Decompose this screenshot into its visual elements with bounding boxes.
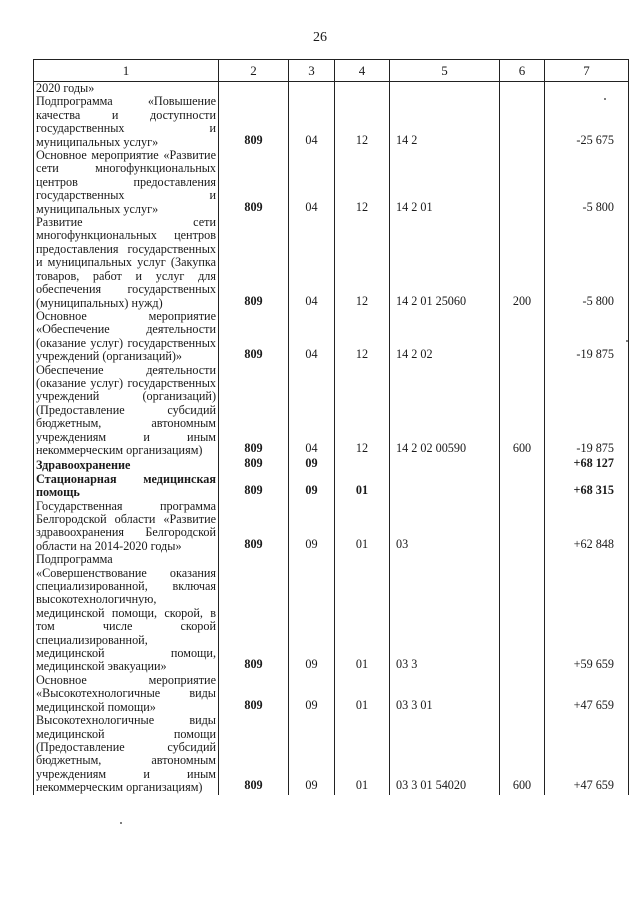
table-row [34, 364, 629, 458]
column-header: 5 [390, 60, 500, 82]
row-cell-c7: +47 659 [545, 714, 629, 794]
row-cell-c7: +68 315 [545, 473, 629, 500]
table-row [34, 216, 629, 310]
row-cell-c6 [500, 500, 545, 554]
row-name-cell [34, 95, 219, 149]
table-header-row [34, 60, 629, 82]
row-cell-c2: 809 [219, 457, 289, 472]
row-name-cell [34, 714, 219, 794]
row-cell-c3: 09 [289, 473, 335, 500]
row-cell-c7: -5 800 [545, 216, 629, 310]
row-name-cell [34, 457, 219, 472]
row-cell-c4 [335, 457, 390, 472]
scan-speck [604, 98, 606, 100]
table-row [34, 457, 629, 472]
column-header: 7 [545, 60, 629, 82]
table-row [34, 553, 629, 674]
column-header: 2 [219, 60, 289, 82]
row-cell-c2: 809 [219, 714, 289, 794]
table-row [34, 95, 629, 149]
row-cell-c2: 809 [219, 95, 289, 149]
column-header: 4 [335, 60, 390, 82]
row-cell-c7: -19 875 [545, 310, 629, 364]
row-name: Подпрограмма «Совершенствование оказания специализированной, включая высокотехнологичную, медицинской помощи, скорой, в том числе скорой специализированной, медицинской помощи, медицинской эвакуации» [36, 552, 216, 674]
row-cell-c5: 14 2 02 00590 [390, 364, 500, 458]
row-cell-c5: 14 2 01 25060 [390, 216, 500, 310]
row-name: Стационарная медицинская помощь [36, 471, 216, 500]
budget-table [33, 59, 628, 795]
row-cell-c7 [545, 82, 629, 96]
table-row [34, 500, 629, 554]
row-cell-c3: 09 [289, 674, 335, 714]
row-cell-c2: 809 [219, 216, 289, 310]
row-cell-c2: 809 [219, 553, 289, 674]
row-name-cell [34, 473, 219, 500]
row-name-cell [34, 216, 219, 310]
row-cell-c4: 01 [335, 553, 390, 674]
table-row [34, 714, 629, 794]
row-cell-c7: -5 800 [545, 149, 629, 216]
row-cell-c3: 04 [289, 216, 335, 310]
row-cell-c6 [500, 457, 545, 472]
row-cell-c2 [219, 82, 289, 96]
row-cell-c7: +47 659 [545, 674, 629, 714]
row-cell-c4 [335, 82, 390, 96]
row-cell-c6 [500, 553, 545, 674]
column-header: 1 [34, 60, 219, 82]
row-name: Высокотехнологичные виды медицинской помощи (Предоставление субсидий бюджетным, автономным учреждениям и иным некоммерческим организациям) [36, 713, 216, 795]
row-name-cell [34, 553, 219, 674]
row-cell-c5: 03 [390, 500, 500, 554]
row-cell-c4: 12 [335, 95, 390, 149]
row-cell-c7: +59 659 [545, 553, 629, 674]
row-cell-c6 [500, 82, 545, 96]
row-cell-c2: 809 [219, 364, 289, 458]
row-cell-c3: 04 [289, 95, 335, 149]
table-row [34, 674, 629, 714]
row-name-cell [34, 149, 219, 216]
row-name: Основное мероприятие «Высокотехнологичные виды медицинской помощи» [36, 672, 216, 714]
page-number: 26 [313, 30, 327, 45]
row-cell-c5: 14 2 [390, 95, 500, 149]
row-name: 2020 годы» [36, 81, 95, 95]
row-cell-c2: 809 [219, 473, 289, 500]
row-cell-c7: +68 127 [545, 457, 629, 472]
row-cell-c7: -19 875 [545, 364, 629, 458]
row-cell-c6 [500, 473, 545, 500]
row-cell-c3: 04 [289, 310, 335, 364]
row-cell-c2: 809 [219, 674, 289, 714]
row-cell-c6 [500, 95, 545, 149]
row-cell-c4: 12 [335, 310, 390, 364]
row-cell-c5: 03 3 01 54020 [390, 714, 500, 794]
row-name: Государственная программа Белгородской области «Развитие здравоохранения Белгородской области на 2014-2020 годы» [36, 498, 216, 553]
row-name: Обеспечение деятельности (оказание услуг) государственных учреждений (организаций) (Предоставление субсидий бюджетным, автономным учреждениям и иным некоммерческим организациям) [36, 362, 216, 457]
row-cell-c5: 03 3 01 [390, 674, 500, 714]
row-name: Подпрограмма «Повышение качества и доступности государственных и муниципальных услуг» [36, 94, 216, 149]
row-name-cell [34, 82, 219, 96]
row-cell-c4: 12 [335, 216, 390, 310]
row-cell-c2: 809 [219, 310, 289, 364]
row-name-cell [34, 310, 219, 364]
row-cell-c3: 04 [289, 149, 335, 216]
row-name: Основное мероприятие «Развитие сети многофункциональных центров предоставления государственных и муниципальных услуг» [36, 148, 216, 216]
row-cell-c5: 14 2 01 [390, 149, 500, 216]
row-cell-c3: 09 [289, 457, 335, 472]
row-name-cell [34, 500, 219, 554]
row-cell-c7: -25 675 [545, 95, 629, 149]
row-cell-c4: 01 [335, 714, 390, 794]
row-name: Основное мероприятие «Обеспечение деятельности (оказание услуг) государственных учреждений (организаций)» [36, 308, 216, 364]
row-cell-c6 [500, 674, 545, 714]
row-cell-c3 [289, 82, 335, 96]
table-row [34, 82, 629, 96]
row-cell-c6 [500, 149, 545, 216]
row-cell-c3: 04 [289, 364, 335, 458]
row-name-cell [34, 364, 219, 458]
table-row [34, 149, 629, 216]
row-cell-c5: 03 3 [390, 553, 500, 674]
scan-speck [626, 340, 628, 342]
row-name: Развитие сети многофункциональных центров предоставления государственных и муниципальных услуг (Закупка товаров, работ и услуг для обеспечения государственных (муниципальных) нужд) [36, 215, 216, 310]
row-cell-c6: 200 [500, 216, 545, 310]
row-cell-c6: 600 [500, 714, 545, 794]
row-cell-c5 [390, 457, 500, 472]
column-header: 3 [289, 60, 335, 82]
row-name: Здравоохранение [36, 458, 131, 473]
column-header: 6 [500, 60, 545, 82]
table-row [34, 310, 629, 364]
scan-speck [120, 822, 122, 824]
table-row [34, 473, 629, 500]
row-cell-c2: 809 [219, 500, 289, 554]
row-cell-c4: 12 [335, 149, 390, 216]
row-cell-c5 [390, 82, 500, 96]
row-name-cell [34, 674, 219, 714]
row-cell-c2: 809 [219, 149, 289, 216]
row-cell-c3: 09 [289, 500, 335, 554]
row-cell-c3: 09 [289, 714, 335, 794]
row-cell-c4: 01 [335, 500, 390, 554]
row-cell-c5: 14 2 02 [390, 310, 500, 364]
row-cell-c5 [390, 473, 500, 500]
row-cell-c3: 09 [289, 553, 335, 674]
row-cell-c4: 01 [335, 473, 390, 500]
row-cell-c4: 01 [335, 674, 390, 714]
row-cell-c6 [500, 310, 545, 364]
row-cell-c6: 600 [500, 364, 545, 458]
row-cell-c7: +62 848 [545, 500, 629, 554]
row-cell-c4: 12 [335, 364, 390, 458]
